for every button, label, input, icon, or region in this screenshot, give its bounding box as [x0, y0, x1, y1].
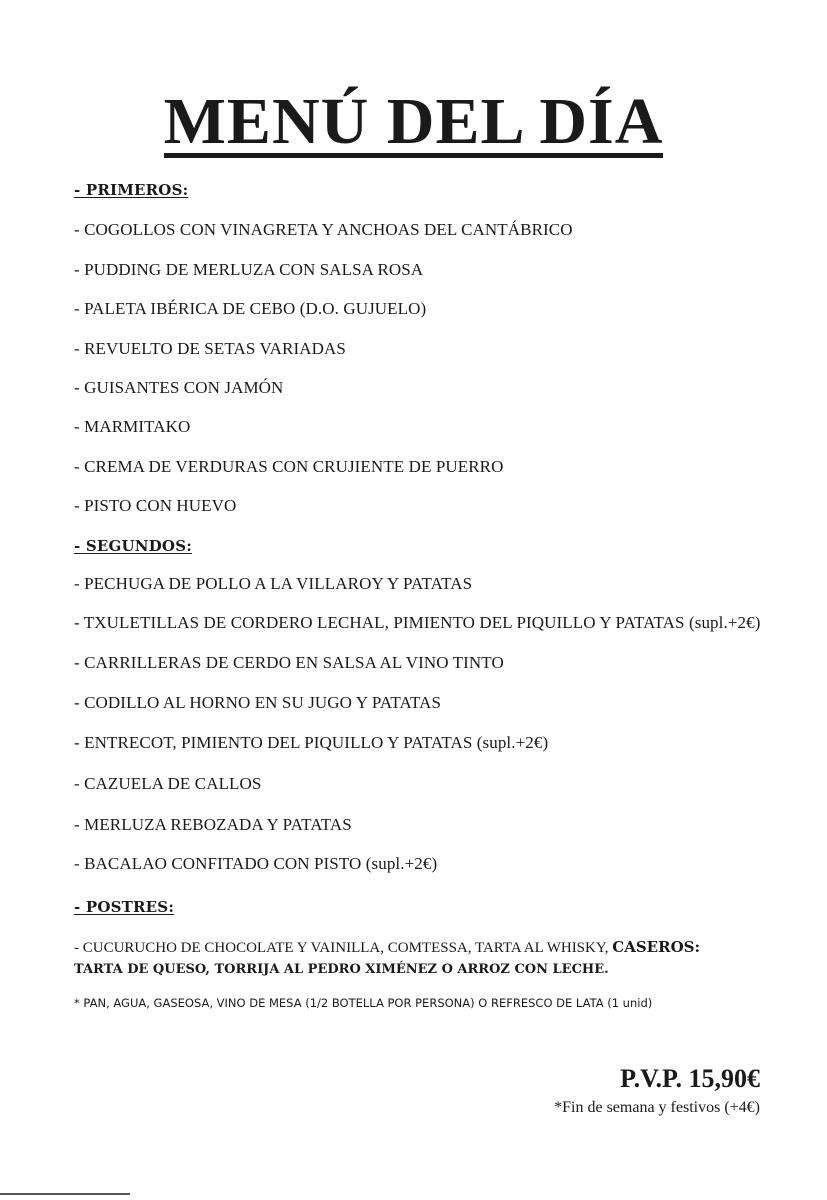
menu-item: - GUISANTES CON JAMÓN [74, 378, 284, 397]
menu-item: - PUDDING DE MERLUZA CON SALSA ROSA [74, 260, 424, 279]
menu-item: - PALETA IBÉRICA DE CEBO (D.O. GUJUELO) [74, 299, 427, 318]
caseros-label: CASEROS: [612, 938, 701, 956]
scan-edge-line [0, 1193, 130, 1195]
dessert-description [74, 936, 764, 981]
section-header-postres: - POSTRES: [74, 898, 175, 916]
weekend-surcharge-note: *Fin de semana y festivos (+4€) [554, 1099, 760, 1116]
menu-item: - BACALAO CONFITADO CON PISTO (supl.+2€) [74, 854, 438, 873]
section-header-segundos: - SEGUNDOS: [74, 537, 192, 555]
section-header-primeros: - PRIMEROS: [74, 181, 189, 199]
menu-title [0, 82, 827, 162]
menu-item: - CODILLO AL HORNO EN SU JUGO Y PATATAS [74, 693, 442, 712]
included-note: * PAN, AGUA, GASEOSA, VINO DE MESA (1/2 BOTELLA POR PERSONA) O REFRESCO DE LATA (1 unid) [74, 996, 653, 1010]
menu-item: - ENTRECOT, PIMIENTO DEL PIQUILLO Y PATATAS (supl.+2€) [74, 733, 549, 752]
menu-item: - PISTO CON HUEVO [74, 496, 237, 515]
menu-title-text: MENÚ DEL DÍA [163, 85, 664, 158]
price: P.V.P. 15,90€ [620, 1064, 760, 1093]
menu-item: - MARMITAKO [74, 417, 191, 436]
dessert-line-2: TARTA DE QUESO, TORRIJA AL PEDRO XIMÉNEZ O ARROZ CON LECHE. [74, 962, 609, 977]
menu-item: - REVUELTO DE SETAS VARIADAS [74, 339, 346, 358]
menu-item: - PECHUGA DE POLLO A LA VILLAROY Y PATATAS [74, 574, 473, 593]
menu-item: - CARRILLERAS DE CERDO EN SALSA AL VINO TINTO [74, 653, 504, 672]
menu-item: - CAZUELA DE CALLOS [74, 774, 262, 793]
menu-item: - CREMA DE VERDURAS CON CRUJIENTE DE PUERRO [74, 457, 504, 476]
menu-item: - MERLUZA REBOZADA Y PATATAS [74, 815, 352, 834]
dessert-line-1: - CUCURUCHO DE CHOCOLATE Y VAINILLA, COMTESSA, TARTA AL WHISKY, [74, 940, 613, 956]
menu-item: - TXULETILLAS DE CORDERO LECHAL, PIMIENTO DEL PIQUILLO Y PATATAS (supl.+2€) [74, 613, 761, 632]
menu-item: - COGOLLOS CON VINAGRETA Y ANCHOAS DEL CANTÁBRICO [74, 220, 573, 239]
